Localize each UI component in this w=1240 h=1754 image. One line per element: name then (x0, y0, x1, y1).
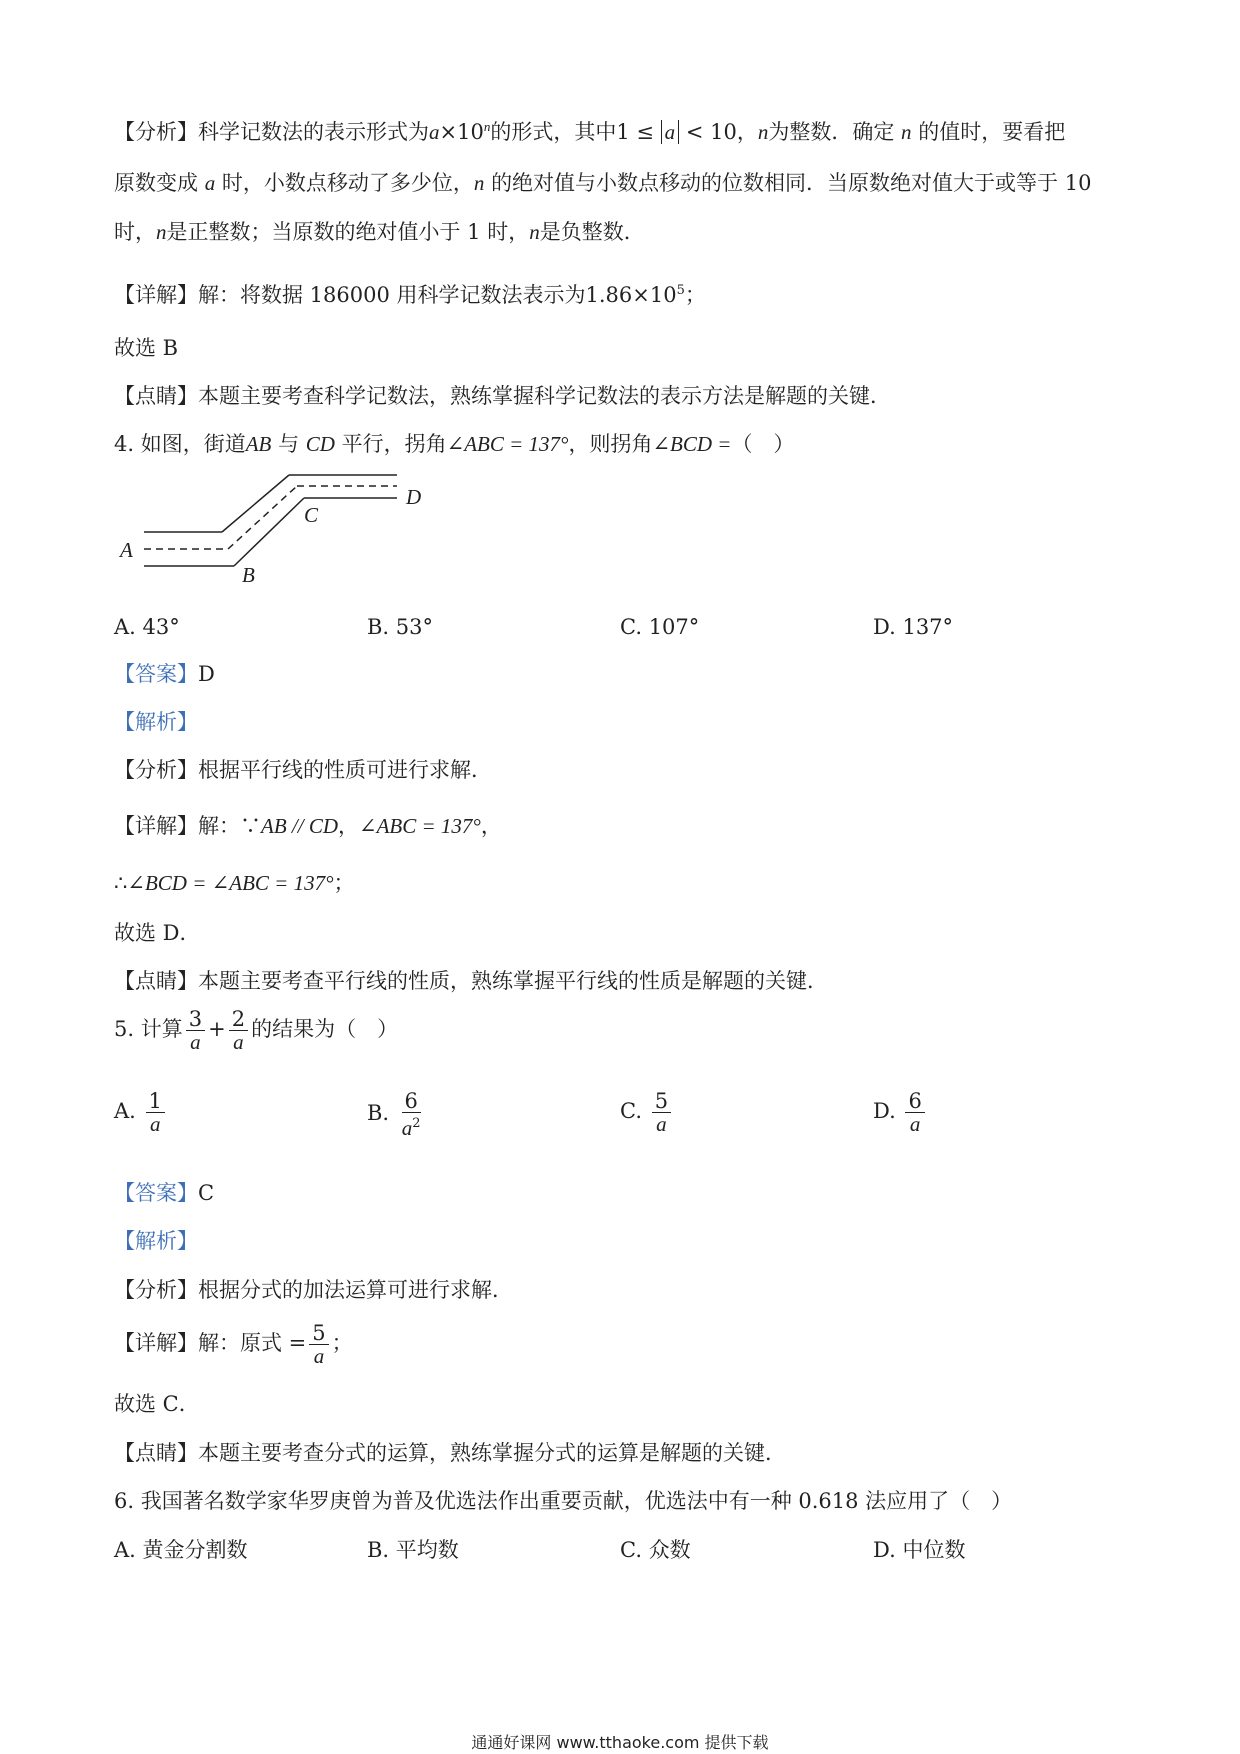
label-c: C (304, 503, 319, 527)
q5-detail: 【详解】解：原式 = $\frac{5}{a}$ ； (114, 1321, 353, 1368)
q4-explain-tag: 【解析】 (114, 710, 198, 734)
q6-option-b: B. 平均数 (367, 1538, 459, 1562)
q3-analysis-line3: 时，n是正整数；当原数的绝对值小于 1 时，n是负整数． (114, 220, 645, 244)
q5-result-fraction: $\frac{5}{a}$ (309, 1322, 328, 1367)
q4-option-c: C. 107° (620, 615, 700, 639)
label-d: D (406, 485, 422, 509)
q4-analysis: 【分析】根据平行线的性质可进行求解． (114, 758, 492, 782)
q4-stem: 4. 如图，街道AB 与 CD 平行，拐角∠ABC = 137°，则拐角∠BCD =（ ） (114, 432, 795, 456)
label-b: B (242, 563, 255, 585)
q5-analysis: 【分析】根据分式的加法运算可进行求解． (114, 1278, 513, 1302)
label-a: A (120, 538, 133, 562)
q5-stem: 5. 计算 $\frac{3}{a}$ + $\frac{2}{a}$ 的结果为（ ） (114, 1007, 399, 1054)
q6-option-c: C. 众数 (620, 1538, 691, 1562)
q5-explain-tag: 【解析】 (114, 1229, 198, 1253)
q5-fraction-2: $\frac{2}{a}$ (229, 1008, 248, 1053)
q5-choose: 故选 C． (114, 1392, 200, 1416)
q3-comment: 【点睛】本题主要考查科学记数法，熟练掌握科学记数法的表示方法是解题的关键． (114, 384, 891, 408)
q3-analysis-line2: 原数变成 a 时，小数点移动了多少位，n 的绝对值与小数点移动的位数相同．当原数绝对值大于或等于 10 (114, 171, 1092, 195)
q4-option-d: D. 137° (873, 615, 954, 639)
q5-option-a: A. $\frac{1}{a}$ (114, 1090, 168, 1135)
q5-option-c: C. $\frac{5}{a}$ (620, 1090, 674, 1135)
q5-option-d: D. $\frac{6}{a}$ (873, 1090, 928, 1135)
q3-choose: 故选 B (114, 336, 179, 360)
q3-analysis-line1: 【分析】科学记数法的表示形式为$a\times 10^n$的形式，其中1 ≤ a < 10，n为整数．确定 n 的值时，要看把 (114, 119, 1066, 144)
q4-detail: 【详解】解：∵AB // CD，∠ABC = 137°， (114, 814, 502, 838)
q6-option-a: A. 黄金分割数 (114, 1538, 248, 1562)
page-footer: 通通好课网 www.tthaoke.com 提供下载 (471, 1733, 769, 1752)
q4-answer: 【答案】D (114, 662, 215, 686)
q4-comment: 【点睛】本题主要考查平行线的性质，熟练掌握平行线的性质是解题的关键． (114, 969, 828, 993)
q5-comment: 【点睛】本题主要考查分式的运算，熟练掌握分式的运算是解题的关键． (114, 1441, 786, 1465)
street-bc-right-edge (234, 498, 304, 566)
q6-stem: 6. 我国著名数学家华罗庚曾为普及优选法作出重要贡献，优选法中有一种 0.618 法应用了（ ） (114, 1489, 1013, 1513)
q4-option-b: B. 53° (367, 615, 434, 639)
q5-answer: 【答案】C (114, 1181, 215, 1205)
q3-detail: 【详解】解：将数据 186000 用科学记数法表示为$1.86\times 10^5$； (114, 283, 706, 307)
q4-street-figure (114, 470, 434, 585)
q4-therefore: ∴∠BCD = ∠ABC = 137°； (114, 871, 355, 895)
q5-option-b: B. $\frac{6}{a^2}$ (367, 1089, 421, 1140)
q6-option-d: D. 中位数 (873, 1538, 966, 1562)
q4-choose: 故选 D． (114, 921, 201, 945)
q5-fraction-1: $\frac{3}{a}$ (186, 1008, 205, 1053)
q4-option-a: A. 43° (114, 615, 180, 639)
